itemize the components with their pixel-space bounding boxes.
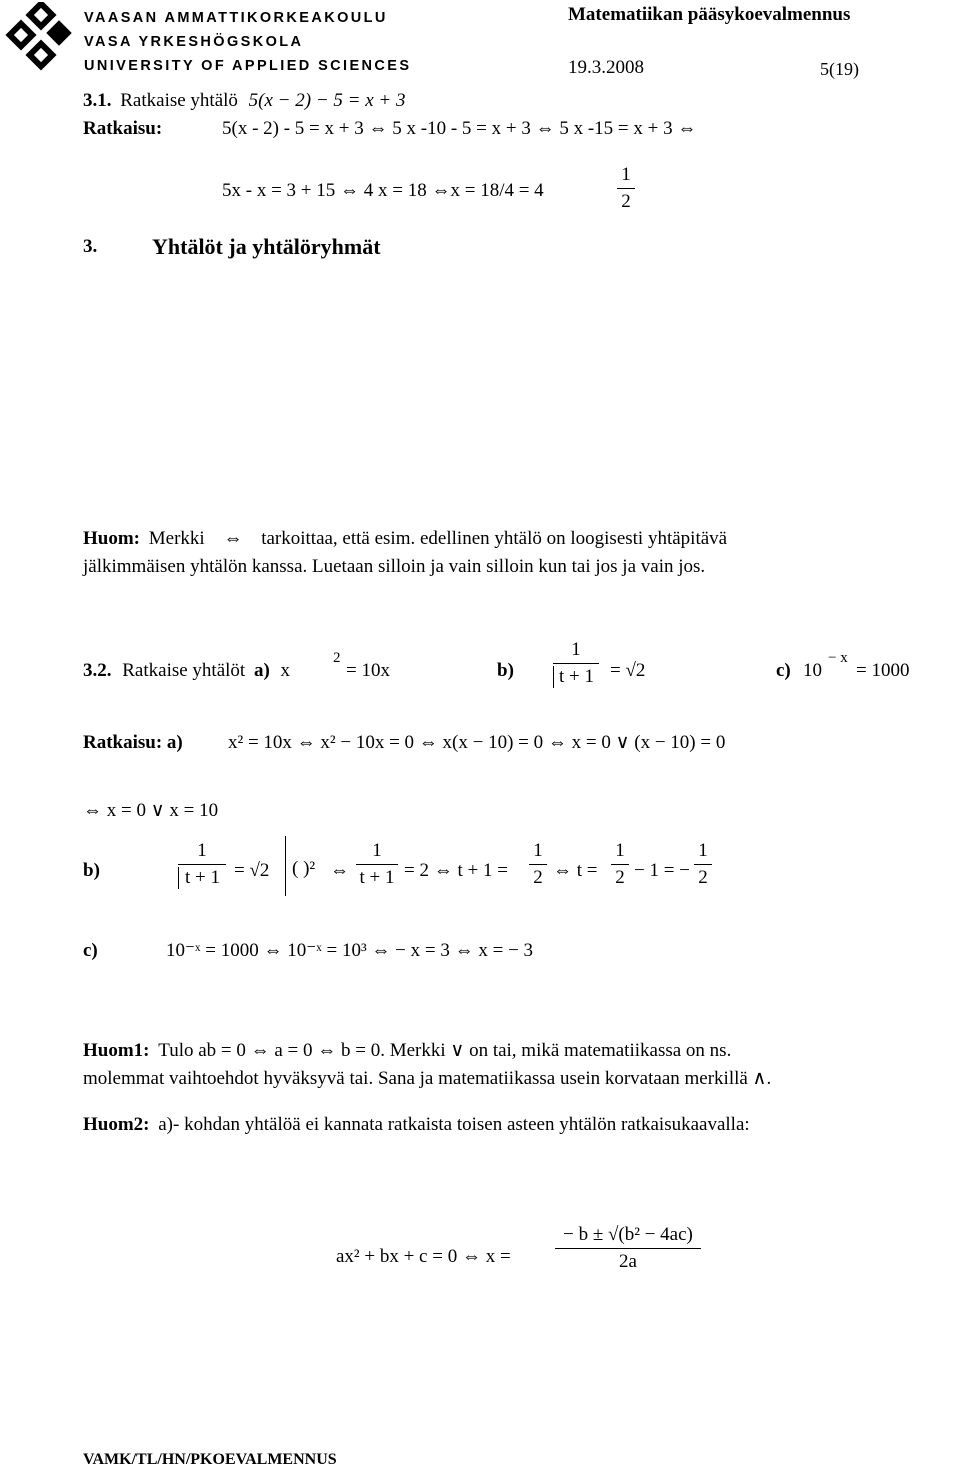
huom-text-a: Merkki [148,528,205,549]
solution-line-2: 5x - x = 3 + 15 ⇔ 4 x = 18 ⇔x = 18/4 = 4 [222,180,544,201]
task-3-1-line [83,90,405,112]
task-number: 3.2. [83,660,112,681]
mixed-fraction: 1 2 [617,164,635,213]
huom2-text: a)- kohdan yhtälöä ei kannata ratkaista toisen asteen yhtälön ratkaisukaavalla: [158,1114,750,1135]
quadratic-formula-fraction: − b ± √(b² − 4ac) 2a [555,1224,701,1273]
part-b-fraction: 1 t + 1 [553,639,599,688]
solution-a-line-2: ⇔ x = 0 ∨ x = 10 [83,800,219,821]
part-c-exponent: − x [828,650,848,666]
part-c-rhs: = 1000 [856,660,910,681]
part-a-exponent: 2 [333,650,341,666]
section-number: 3. [83,236,98,257]
huom-line-2: jälkimmäisen yhtälön kanssa. Luetaan silloin ja vain silloin kun tai jos ja vain jos. [83,556,706,577]
document-date: 19.3.2008 [568,57,644,78]
equivalence-icon: ⇔ [330,860,349,881]
part-a-rhs: = 10x [346,660,390,681]
huom1-text-1: Tulo ab = 0 ⇔ a = 0 ⇔ b = 0. Merkki ∨ on tai, mikä matematiikassa on ns. [158,1040,732,1061]
document-title: Matematiikan pääsykoevalmennus [568,4,851,25]
quadratic-formula-lhs: ax² + bx + c = 0 ⇔ x = [336,1246,511,1267]
huom1-line-1 [83,1040,731,1062]
solution-label: Ratkaisu: [83,118,163,139]
solution-b-label: b) [83,860,100,881]
solution-b-square: ( )² [292,858,316,879]
part-c-base: 10 [803,660,822,681]
solution-line-1: 5(x - 2) - 5 = x + 3 ⇔ 5 x -10 - 5 = x + 3 ⇔ 5 x -15 = x + 3 ⇔ [222,118,697,139]
solution-c-line: 10⁻ˣ = 1000 ⇔ 10⁻ˣ = 10³ ⇔ − x = 3 ⇔ x = − 3 [166,940,534,961]
solution-b-eq-sqrt: = √2 [234,860,270,881]
university-logo [2,2,78,78]
task-3-2-line [83,660,290,682]
univ-name-en: UNIVERSITY OF APPLIED SCIENCES [84,58,412,74]
huom2-label: Huom2: [83,1114,150,1135]
huom-label: Huom: [83,528,140,549]
univ-name-fi: VAASAN AMMATTIKORKEAKOULU [84,10,388,26]
solution-b-fraction-4: 1 2 [611,840,629,889]
solution-b-fraction-2: 1 t + 1 [356,840,398,889]
huom1-label: Huom1: [83,1040,150,1061]
page-number: 5(19) [820,59,859,79]
footer-text: VAMK/TL/HN/PKOEVALMENNUS [83,1451,337,1468]
huom1-line-2: molemmat vaihtoehdot hyväksyvä tai. Sana ja matematiikassa usein korvataan merkillä ∧. [83,1068,772,1089]
solution-3-2-label: Ratkaisu: a) [83,732,183,753]
solution-b-fraction-3: 1 2 [529,840,547,889]
solution-a-line-1: x² = 10x ⇔ x² − 10x = 0 ⇔ x(x − 10) = 0 ⇔ x = 0 ∨ (x − 10) = 0 [228,732,726,753]
equivalence-icon: ⇔ [223,528,243,549]
task-number: 3.1. [83,90,112,111]
huom-line-1 [83,528,727,550]
part-b-label: b) [497,660,514,681]
section-title: Yhtälöt ja yhtälöryhmät [152,234,381,259]
solution-b-fraction-1: 1 t + 1 [178,840,226,889]
task-text: Ratkaise yhtälöt [122,660,246,681]
task-equation: 5(x − 2) − 5 = x + 3 [248,90,406,111]
part-c-label: c) [776,660,791,681]
univ-name-sv: VASA YRKESHÖGSKOLA [84,34,304,50]
solution-b-divider [285,836,287,896]
solution-b-fraction-5: 1 2 [694,840,712,889]
solution-b-t-eq: ⇔ t = [553,860,598,881]
huom-text-b: tarkoittaa, että esim. edellinen yhtälö on loogisesti yhtäpitävä [261,528,728,549]
solution-c-label: c) [83,940,98,961]
solution-b-middle: = 2 ⇔ t + 1 = [404,860,508,881]
solution-b-minus: − 1 = − [634,860,690,881]
part-b-rhs: = √2 [610,660,646,681]
task-text: Ratkaise yhtälö [120,90,238,111]
part-a-base: x [280,660,291,681]
huom2-line [83,1114,750,1136]
part-a-label: a) [253,660,270,681]
diamond-logo-icon [2,2,78,78]
